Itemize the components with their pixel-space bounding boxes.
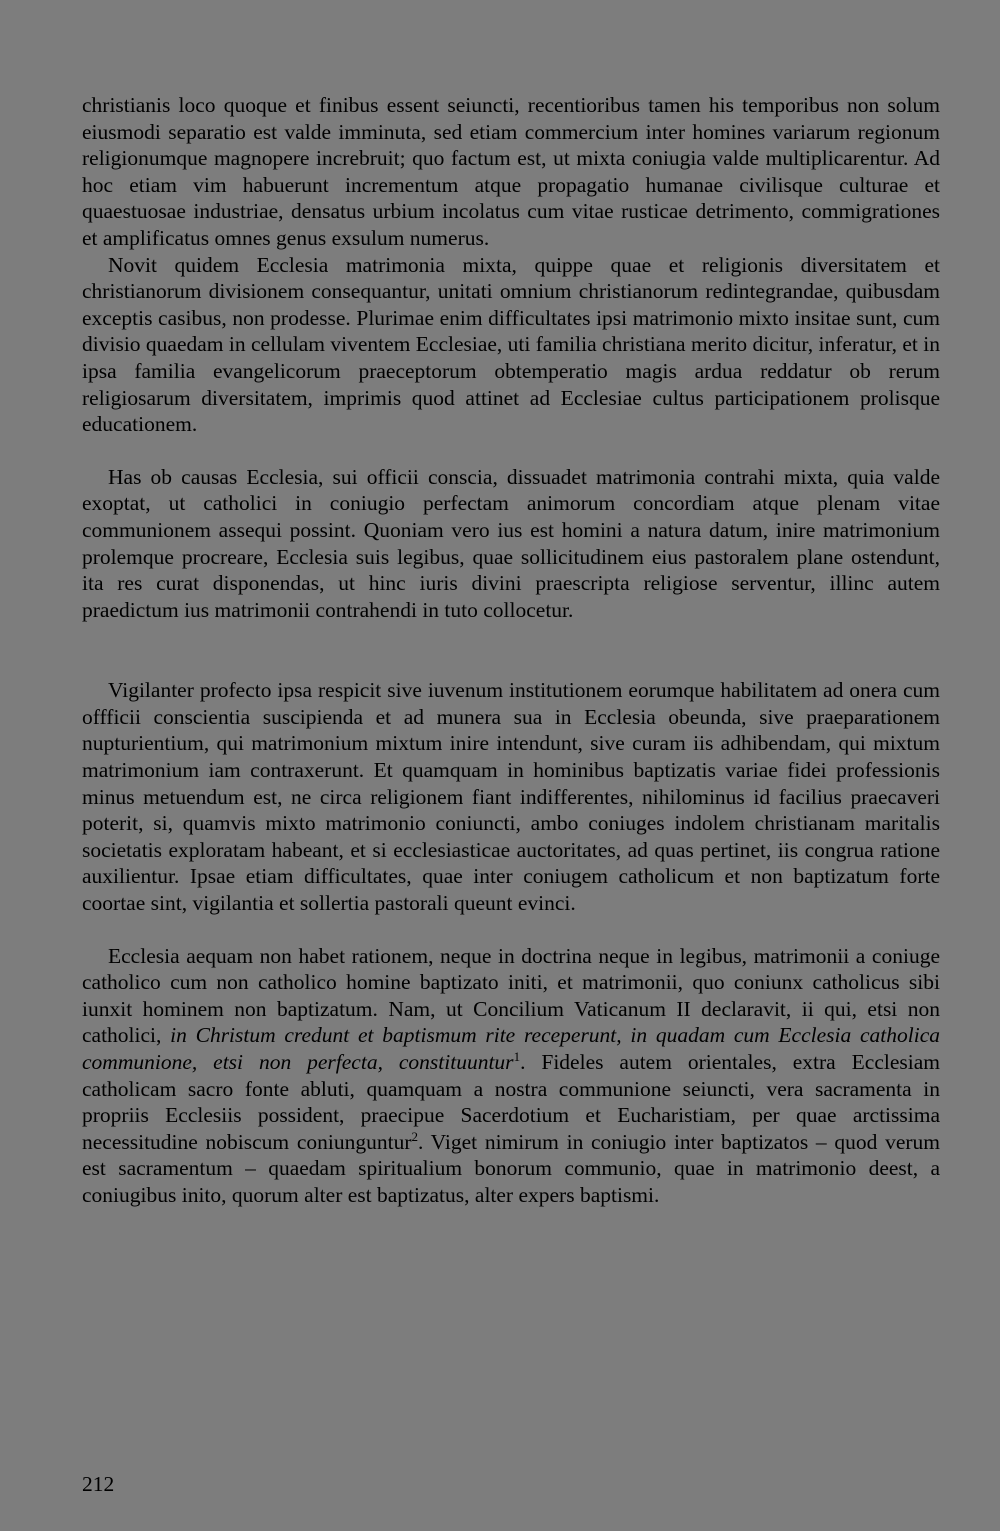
paragraph-4: Vigilanter profecto ipsa respicit sive iuvenum institutionem eorumque habilitatem ad onera cum offficii conscientia suscipienda et ad munera sua in Ecclesia obeunda, sive praeparationem nupturientium, qui matrimonium mixtum inire intendunt, sive curam iis adhibendam, qui mixtum matrimonium iam contraxerunt. Et quamquam in hominibus baptizatis variae fidei professionis minus metuendum est, ne circa religionem fiant indifferentes, nihilominus id facilius praecaveri poterit, si, quamvis mixto matrimonio coniuncti, ambo coniuges indolem christianam maritalis societatis exploratam habeant, et si ecclesiasticae auctoritates, ad quas pertinet, iis congrua ratione auxilientur. Ipsae etiam difficultates, quae inter coniugem catholicum et non baptizatum forte coortae sint, vigilantia et sollertia pastorali queunt evinci.: [82, 678, 940, 916]
section-gap: [82, 623, 940, 677]
paragraph-3: Has ob causas Ecclesia, sui officii conscia, dissuadet matrimonia contrahi mixta, quia valde exoptat, ut catholici in coniugio perfectam animorum concordiam atque plenam vitae communionem assequi possint. Quoniam vero ius est homini a natura datum, inire matrimonium prolemque procreare, Ecclesia suis legibus, quae sollicitudinem eius pastoralem plane ostendunt, ita res curat disponendas, ut hinc iuris divini praescripta religiose serventur, illinc autem praedictum ius matrimonii contrahendi in tuto collocetur.: [82, 464, 940, 622]
paragraph-gap: [82, 438, 940, 464]
page-body: [82, 92, 940, 1209]
footnote-marker-2[interactable]: 2: [411, 1128, 418, 1144]
paragraph-5-text-b: . Fideles autem orientales, extra Ecclesiam catholicam sacro fonte abluti, quamquam a nostra communione seiuncti, vera sacramenta in propriis Ecclesiis possident, praecipue Sacerdotium et Eucharistiam, per quae arctissima necessitudine nobiscum coniunguntur: [82, 1050, 940, 1154]
paragraph-5-text-a: Ecclesia aequam non habet rationem, neque in doctrina neque in legibus, matrimonii a coniuge catholico cum non catholico homine baptizato initi, et matrimonii, quo coniunx catholicus sibi iunxit hominem non baptizatum. Nam, ut Concilium Vaticanum II declaravit, ii qui, etsi non catholici,: [82, 943, 940, 1048]
paragraph-1: christianis loco quoque et finibus essent seiuncti, recentioribus tamen his temporibus non solum eiusmodi separatio est valde imminuta, sed etiam commercium inter homines variarum regionum religionumque magnopere increbruit; quo factum est, ut mixta coniugia valde multiplicarentur. Ad hoc etiam vim habuerunt incrementum atque propagatio humanae civilisque culturae et quaestuosae industriae, densatus urbium incolatus cum vitae rusticae detrimento, commigrationes et amplificatus omnes genus exsulum numerus.: [82, 93, 940, 250]
page-number: 212: [82, 1472, 115, 1496]
paragraph-gap: [82, 917, 940, 943]
paragraph-2: Novit quidem Ecclesia matrimonia mixta, quippe quae et religionis diversitatem et christianorum divisionem consequantur, unitati omnium christianorum redintegrandae, quibusdam exceptis casibus, non prodesse. Plurimae enim difficultates ipsi matrimonio mixto insitae sunt, cum divisio quaedam in cellulam viventem Ecclesiae, uti familia christiana merito dicitur, inferatur, et in ipsa familia evangelicorum praeceptorum obtemperatio magis ardua reddatur ob rerum religiosarum diversitatem, imprimis quod attinet ad Ecclesiae cultus participationem prolisque educationem.: [82, 252, 940, 437]
council-quotation: in Christum credunt et baptismum rite receperunt, in quadam cum Ecclesia catholica communione, etsi non perfecta, constituuntur: [82, 1023, 940, 1074]
paragraph-5: [82, 943, 940, 1209]
footnote-marker-1[interactable]: 1: [513, 1048, 521, 1064]
paragraph-5-text-c: . Viget nimirum in coniugio inter baptizatos – quod verum est sacramentum – quaedam spiritualium bonorum communio, quae in matrimonio deest, a coniugibus inito, quorum alter est baptizatus, alter expers baptismi.: [82, 1129, 940, 1207]
